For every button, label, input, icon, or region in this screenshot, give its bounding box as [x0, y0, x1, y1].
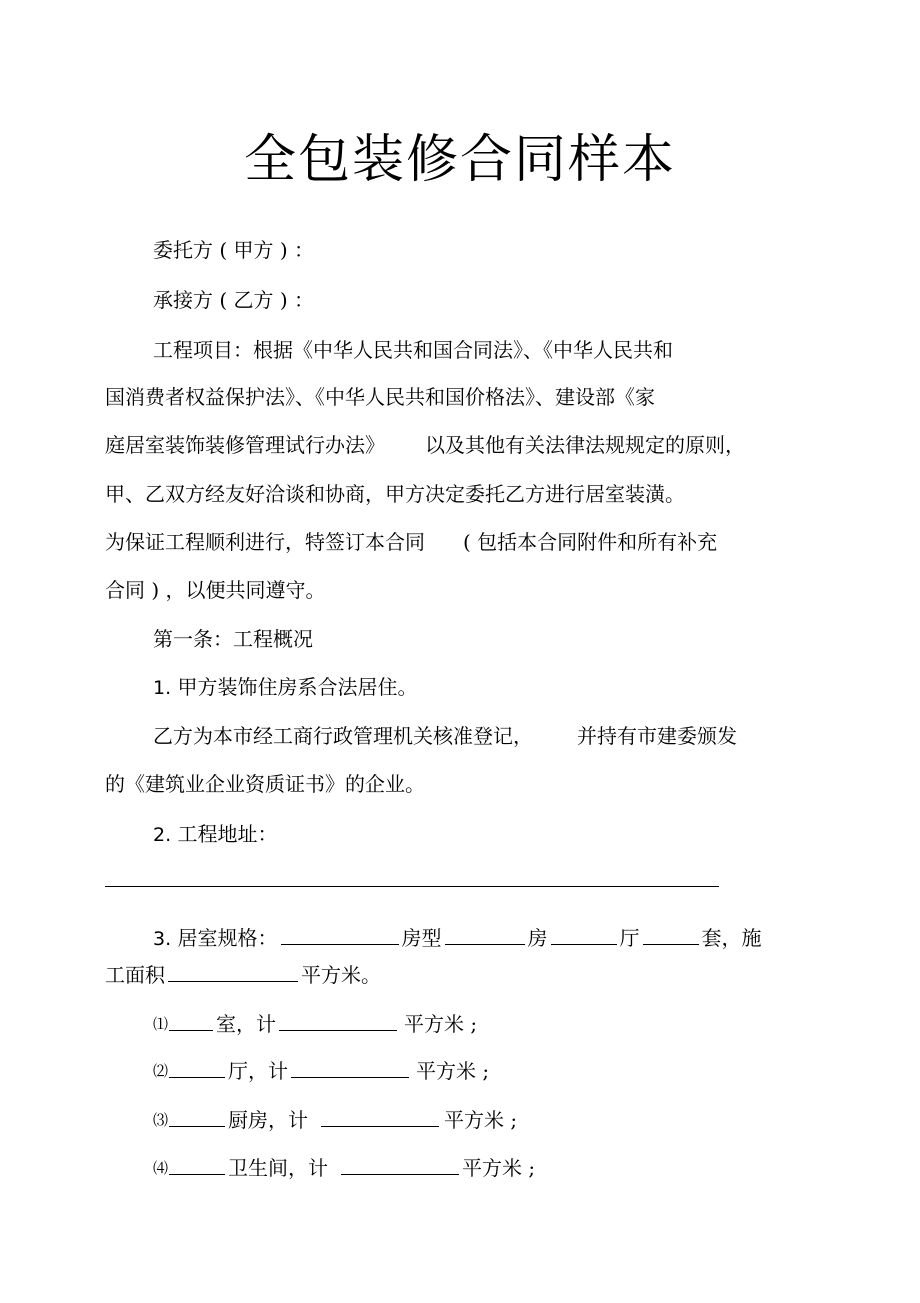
intro-line-3b: 以及其他有关法律法规规定的原则， — [425, 433, 745, 457]
item-1-text: 甲方装饰住房系合法居住。 — [177, 675, 418, 699]
area-label: 工面积 — [105, 963, 165, 987]
item-2-text: 工程地址： — [177, 822, 278, 846]
room-2-area-blank[interactable] — [291, 1057, 409, 1078]
intro-line-5a: 为保证工程顺利进行，特签订本合同 — [105, 530, 425, 554]
qualification-line-2: 的《建筑业企业资质证书》的企业。 — [105, 772, 425, 796]
item-3-line-2 — [105, 961, 381, 989]
item-2-number: 2. — [153, 824, 172, 846]
qualification-line-1 — [153, 722, 737, 750]
room-2-count-blank[interactable] — [169, 1057, 225, 1078]
item-3-line-1 — [153, 924, 762, 953]
spec-blank[interactable] — [281, 924, 399, 945]
intro-line-3 — [105, 431, 745, 459]
room-count-blank[interactable] — [445, 924, 525, 945]
article-1-heading: 第一条：工程概况 — [153, 627, 313, 651]
fang-xing-label: 房型 — [401, 926, 442, 950]
item-2-line — [153, 820, 278, 849]
item-1-number: 1. — [153, 677, 172, 699]
area-blank[interactable] — [168, 961, 298, 982]
room-4-area-blank[interactable] — [341, 1154, 459, 1175]
room-line-2: ⑵ 厅，计 平方米 ; — [153, 1059, 490, 1083]
room-line-3: ⑶ 厨房，计 平方米 ; — [153, 1108, 518, 1132]
tao-label: 套，施 — [701, 926, 762, 950]
room-line-4: ⑷ 卫生间，计 平方米 ; — [153, 1156, 536, 1180]
item-3-number: 3. — [153, 928, 172, 950]
room-3-area-blank[interactable] — [321, 1106, 439, 1127]
item-1-line — [153, 673, 418, 702]
item-3-label: 居室规格： — [177, 926, 278, 950]
party-b-line: 承接方 ( 乙方 ) ： — [153, 288, 315, 312]
set-count-blank[interactable] — [643, 924, 699, 945]
party-a-line: 委托方 ( 甲方 ) ： — [153, 238, 315, 262]
document-title: 全包装修合同样本 — [243, 130, 676, 190]
address-blank-line[interactable] — [105, 886, 719, 887]
intro-line-1: 工程项目：根据《中华人民共和国合同法》、《中华人民共和 — [153, 338, 673, 362]
room-line-1: ⑴ 室，计 平方米 ; — [153, 1012, 478, 1036]
qualification-text-a: 乙方为本市经工商行政管理机关核准登记， — [153, 724, 533, 748]
hall-count-blank[interactable] — [551, 924, 617, 945]
intro-line-4: 甲、乙双方经友好洽谈和协商，甲方决定委托乙方进行居室装潢。 — [105, 482, 685, 506]
intro-line-3a: 庭居室装饰装修管理试行办法》 — [105, 433, 385, 457]
qualification-text-b: 并持有市建委颁发 — [577, 724, 737, 748]
room-1-area-blank[interactable] — [279, 1010, 397, 1031]
room-4-count-blank[interactable] — [169, 1154, 225, 1175]
ting-label: 厅 — [619, 926, 640, 950]
intro-line-6: 合同 ) ，以便共同遵守。 — [105, 578, 326, 602]
fang-label: 房 — [527, 926, 548, 950]
intro-line-2: 国消费者权益保护法》、《中华人民共和国价格法》、建设部《家 — [105, 385, 655, 409]
room-1-count-blank[interactable] — [169, 1010, 213, 1031]
room-3-count-blank[interactable] — [169, 1106, 225, 1127]
intro-line-5b: ( 包括本合同附件和所有补充 — [463, 530, 718, 554]
area-unit: 平方米。 — [301, 963, 381, 987]
intro-line-5 — [105, 528, 717, 556]
